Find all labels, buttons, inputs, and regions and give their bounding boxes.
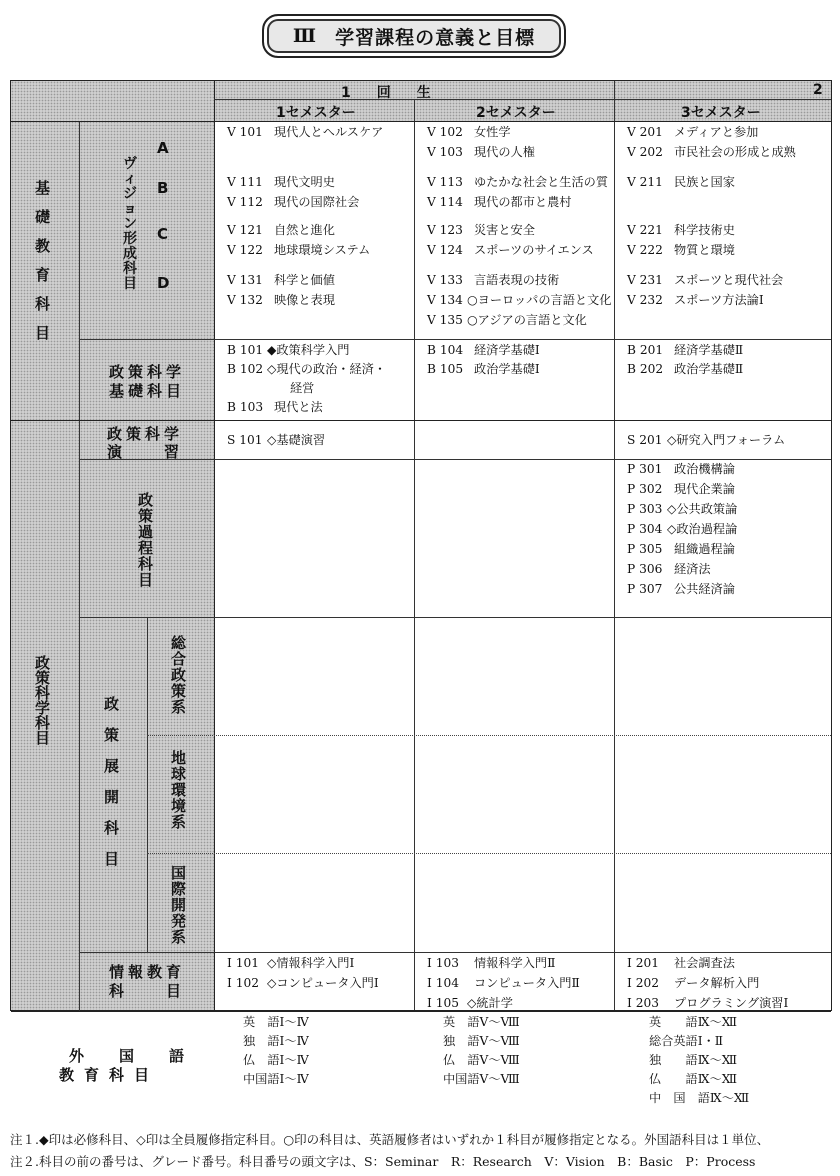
course-entry: P 307 公共経済論 xyxy=(627,582,735,596)
course-entry: B 202 政治学基礎Ⅱ xyxy=(627,362,744,376)
enshu-label-2: 演 習 xyxy=(107,443,184,461)
course-entry: 仏 語Ⅴ～Ⅷ xyxy=(443,1053,520,1067)
course-entry: B 104 経済学基礎Ⅰ xyxy=(427,343,540,357)
course-entry: P 305 組織過程論 xyxy=(627,542,735,556)
course-entry: V 222 物質と環境 xyxy=(627,243,735,257)
course-entry: V 102 女性学 xyxy=(427,125,511,139)
course-entry: P 306 経済法 xyxy=(627,562,711,576)
year2-header: 2 xyxy=(813,82,823,98)
course-entry: B 102 ◇現代の政治・経済・ xyxy=(227,362,387,376)
enshu-label-1: 政策科学 xyxy=(107,425,184,443)
course-entry: V 231 スポーツと現代社会 xyxy=(627,273,784,287)
course-entry: S 201 ◇研究入門フォーラム xyxy=(627,433,786,447)
course-entry: P 301 政治機構論 xyxy=(627,462,735,476)
course-entry: I 203 プログラミング演習Ⅰ xyxy=(627,996,789,1010)
seisaku-kiso-label-1: 政策科学 xyxy=(109,363,186,381)
course-entry: V 121 自然と進化 xyxy=(227,223,335,237)
course-entry: V 123 災害と安全 xyxy=(427,223,535,237)
course-entry: I 101 ◇情報科学入門Ⅰ xyxy=(227,956,355,970)
katei-category-label: 政 策 過 程 科 目 xyxy=(138,491,154,589)
course-entry: S 101 ◇基礎演習 xyxy=(227,433,326,447)
vision-group-a: A xyxy=(157,139,169,157)
course-entry: P 304 ◇政治過程論 xyxy=(627,522,738,536)
gaikoku-label-1: 外 国 語 xyxy=(69,1047,195,1065)
kokusai-category-label: 国 際 開 発 系 xyxy=(171,864,187,946)
course-entry: V 221 科学技術史 xyxy=(627,223,735,237)
seisaku-kiso-label-2: 基礎科目 xyxy=(109,382,186,400)
course-entry: V 101 現代人とヘルスケア xyxy=(227,125,384,139)
semester3-header: 3セメスター xyxy=(681,105,761,121)
course-entry: V 201 メディアと参加 xyxy=(627,125,759,139)
course-entry: 英 語Ⅰ～Ⅳ xyxy=(243,1015,309,1029)
course-entry: B 103 現代と法 xyxy=(227,400,323,414)
section-title: 学習課程の意義と目標 xyxy=(335,26,536,49)
course-entry: 中国語Ⅴ～Ⅷ xyxy=(443,1072,520,1086)
course-entry: 中 国 語Ⅸ～Ⅻ xyxy=(649,1091,750,1105)
seisaku-category-label: 政 策 科 学 科 目 xyxy=(35,654,51,747)
course-entry: V 133 言語表現の技術 xyxy=(427,273,560,287)
course-entry: V 111 現代文明史 xyxy=(227,175,335,189)
course-entry: V 124 スポーツのサイエンス xyxy=(427,243,594,257)
course-entry: V 113 ゆたかな社会と生活の質 xyxy=(427,175,609,189)
course-entry: V 134 ○ヨーロッパの言語と文化 xyxy=(427,293,612,307)
vision-group-c: C xyxy=(157,225,169,243)
vision-category-label: ヴ ィ ジ ョ ン 形 成 科 目 xyxy=(123,156,137,292)
vision-group-b: B xyxy=(157,179,169,197)
footnote-2: 注２.科目の前の番号は、グレード番号。科目番号の頭文字は、S：Seminar R：Research V：Vision B：Basic P：Process xyxy=(10,1154,756,1169)
course-entry: 経営 xyxy=(290,381,315,395)
course-entry: I 102 ◇コンピュータ入門Ⅰ xyxy=(227,976,379,990)
course-entry: 仏 語Ⅸ～Ⅻ xyxy=(649,1072,737,1086)
course-entry: 独 語Ⅸ～Ⅻ xyxy=(649,1053,737,1067)
course-entry: 英 語Ⅴ～Ⅷ xyxy=(443,1015,520,1029)
course-entry: I 201 社会調査法 xyxy=(627,956,735,970)
tenkai-category-label: 政 策 展 開 科 目 xyxy=(104,695,120,868)
semester2-header: 2セメスター xyxy=(476,105,556,121)
course-entry: V 132 映像と表現 xyxy=(227,293,335,307)
course-entry: 英 語Ⅸ～Ⅻ xyxy=(649,1015,737,1029)
course-entry: V 211 民族と国家 xyxy=(627,175,735,189)
course-entry: B 201 経済学基礎Ⅱ xyxy=(627,343,744,357)
chikyu-category-label: 地 球 環 境 系 xyxy=(171,749,187,831)
gaikoku-label-2: 教育科目 xyxy=(59,1066,160,1084)
course-entry: 総合英語Ⅰ・Ⅱ xyxy=(649,1034,724,1048)
course-entry: I 104 コンピュータ入門Ⅱ xyxy=(427,976,580,990)
course-entry: P 303 ◇公共政策論 xyxy=(627,502,738,516)
course-entry: V 232 スポーツ方法論Ⅰ xyxy=(627,293,764,307)
course-entry: V 122 地球環境システム xyxy=(227,243,371,257)
sogo-category-label: 総 合 政 策 系 xyxy=(171,634,187,716)
course-entry: 中国語Ⅰ～Ⅳ xyxy=(243,1072,309,1086)
section-number: Ⅲ xyxy=(292,25,318,47)
course-entry: I 202 データ解析入門 xyxy=(627,976,760,990)
vision-group-d: D xyxy=(157,274,170,292)
course-entry: V 103 現代の人権 xyxy=(427,145,535,159)
course-entry: V 202 市民社会の形成と成熟 xyxy=(627,145,796,159)
semester1-header: 1セメスター xyxy=(276,105,356,121)
kiso-category-label: 基 礎 教 育 科 目 xyxy=(35,179,51,342)
course-entry: 独 語Ⅴ～Ⅷ xyxy=(443,1034,520,1048)
footnote-1: 注１.◆印は必修科目、◇印は全員履修指定科目。○印の科目は、英語履修者はいずれか１科目が履修指定となる。外国語科目は１単位、 xyxy=(10,1132,770,1147)
course-entry: I 103 情報科学入門Ⅱ xyxy=(427,956,556,970)
joho-label-1: 情報教育 xyxy=(109,963,186,981)
course-entry: V 112 現代の国際社会 xyxy=(227,195,360,209)
curriculum-table xyxy=(10,80,832,1105)
page-title xyxy=(262,14,566,58)
course-entry: B 105 政治学基礎Ⅰ xyxy=(427,362,540,376)
course-entry: 独 語Ⅰ～Ⅳ xyxy=(243,1034,309,1048)
course-entry: P 302 現代企業論 xyxy=(627,482,735,496)
year1-header: 1 回 生 xyxy=(341,85,437,101)
course-entry: V 131 科学と価値 xyxy=(227,273,335,287)
course-entry: I 105 ◇統計学 xyxy=(427,996,513,1010)
course-entry: V 135 ○アジアの言語と文化 xyxy=(427,313,587,327)
course-entry: B 101 ◆政策科学入門 xyxy=(227,343,350,357)
course-entry: 仏 語Ⅰ～Ⅳ xyxy=(243,1053,309,1067)
joho-label-2: 科 目 xyxy=(109,982,186,1000)
course-entry: V 114 現代の都市と農村 xyxy=(427,195,572,209)
